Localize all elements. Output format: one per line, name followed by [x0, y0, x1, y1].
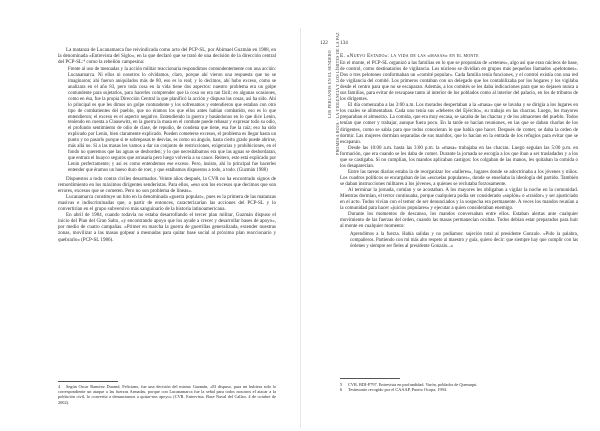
paragraph: Al terminar la jornada, comían y se acostaban. A los mayores les obligaban a vigilar la noche en la comunidad. Mientras dormían, el terror continuaba, porque cualquiera podía ser considerado «soplón» o «traidor» y ser ajusticiado en el acto. Todos vivían con el temor de ser denunciados y la sospecha era permanente. A veces los mandos reunían a la comunidad para hacer «juicios populares» y ejecutar a quien consideraban enemigo. — [340, 187, 578, 212]
footnote-number: 6 — [340, 387, 343, 393]
footnote-text: Según Oscar Ramírez Durand, Feliciano, fue una decisión del mismo Guzmán, «El dispuso, para mi hubiera sido lo correspondiente un ataque a las fuerzas Armadas, porque con Lucanamarca fue la señal para todos nosotros el atacar a la población civil, lo convertía a denunciarnos a quitar-nos apoyo» (CVR. Entrevista. Base Naval del Callao, 4 de octubre de 2002). — [58, 384, 276, 405]
footnote-rule — [58, 381, 118, 382]
right-body — [340, 61, 578, 252]
paragraph: En abril de 1984, cuando todavía no estaba desarrollando el tercer plan militar, Guzmán dispuso el inicio del Plan del Gran Salto, «y encontrando apoyo que los ayude a crecer y desarrollar bases de apoyo», por medio de cuatro campañas. «Primer en marcha la guerra de guerrillas generalizada, extender nuestras zonas, movilizar a las masas golpear a mesnadas para quitar base social al próximo plan reaccionario y quebrarlo» (PCP-SL 1986). — [58, 212, 276, 243]
left-body — [58, 47, 276, 243]
footnote-rule — [340, 378, 400, 379]
page-number: 122 — [320, 40, 328, 46]
page-number: 134 — [340, 40, 348, 46]
block-quote: Frente al uso de mesnadas y la acción militar reaccionaria respondimos contundentemente con una acción: Lucanamarca. Ni ellos ni nosotros lo olvidamos, claro, porque ahí vieron una respuesta que no se imaginaron; ahí fueron aniquilados más de 80, eso es lo real; y lo decimos, ahí hubo exceso, como se analizara en el año 83, pero toda cosa en la vida tiene dos aspectos: nuestro problema era un golpe contundente para sujetarlos, para hacerles comprender que la cosa no era tan fácil; en algunas ocasiones, como en ésa, fue la propia Dirección Central la que planificó la acción y dispuso las cosas, así ha sido. Ahí lo principal es que les dimos un golpe contundente y los sofrenamos y entendieron que estaban con otro tipo de combatientes del pueblo, que no éramos los que ellos antes habían combatido, eso es lo que entendieron; el exceso es el aspecto negativo. Entendiendo la guerra y basándonos en lo que dice Lenin, teniendo en cuenta a Clausewitz, en la guerra la masa en el combate puede rebasar y expresar todo su odio, el profundo sentimiento de odio de clase, de repudio, de condena que tiene, esa fue la raíz; eso ha sido explicado por Lenin, bien claramente explicado. Pueden cometerse excesos, el problema es llegar hasta un punto y no pasarlo porque si te sobrepasas te desvías, es como un ángulo, hasta cierto grado puede abrirse, más allá no. Si a las masas les vamos a dar un conjunto de restricciones, exigencias y prohibiciones, en el fondo no queremos que las aguas se desborden; y lo que necesitábamos era que las aguas se desbordaran, que entrara el huayco seguros que arrasaría pero luego volvería a su cauce. Reitero, esto está explicado por Lenin perfectamente; y así es como entendemos ese exceso. Pero, insisto, ahí lo principal fue hacerles entender que éramos un hueso duro de roer, y que estábamos dispuestos a todo, a todo. (Guzmán 1988) — [68, 67, 276, 173]
footnotes — [340, 382, 578, 392]
footnote-text: Testimonio recogido por el CAAAP, Puerto Ocopa, 1994. — [348, 387, 447, 393]
paragraph: Desde las 10:00 a.m. hasta las 3:00 p.m. la «masa» trabajaba en las chacras. Luego seguían las 5:00 p.m. en formación, que era cuando se les daba de comer. Durante la jornada se escogía a los que iban a ser trasladados y a los que se castigaba. Si no cumplían, los mandos aplicaban castigos: los colgaban de las manos, les quitaban la comida o los desaparecían. — [340, 145, 578, 169]
running-head: PROMESA ROJA · LA VIOLENCIA Y LOS LÍMITES DE LA PAZ — [335, 32, 340, 155]
paragraph: Lucanamarca constituye un hito en la denominada «guerra popular», pues es la primera de las matanzas masivas e indiscriminadas que, a partir de entonces, caracterizarían las acciones del PCP-SL y lo convertirían en el grupo subversivo más sanguinario de la historia latinoamericana. — [58, 193, 276, 213]
footnote-text: CVR. BDI-P797. Entrevista en profundidad. Varón, poblador de Quenuqui. — [348, 382, 478, 387]
footnote — [58, 384, 276, 405]
paragraph: Durante los momentos de descanso, los mandos conversaban entre ellos. Estaban alertas ante cualquier movimiento de las fuerzas del orden, cuando las masas permanecían ocultas. Todos debían estar preparados para huir al monte en cualquier momento: — [340, 212, 578, 230]
paragraph: Entre las tareas diarias estaba la de reorganizar los «talleres», lugares donde se adoctrinaba a los jóvenes y niños. Los cuadros políticos se encargaban de las «escuelas populares», donde se enseñaba la ideología del partido. También se daban instrucciones militares a los jóvenes, a quienes se reclutaba forzosamente. — [340, 169, 578, 187]
block-quote: Aprendimos a la fuerza. Había salidas y no podíamos: sujeción total al presidente Gonzalo. «Pido la palabra, compañeros. Partiendo con mi más alto respeto al maestro y guía, quiero decir: que siempre hay que cumplir con las órdenes y siempre ser fieles al presidente Gonzalo...» — [350, 232, 578, 250]
footnote-number: 4 — [58, 384, 61, 389]
paragraph: La matanza de Lucanamarca fue reivindicada como acto del PCP-SL, por Abimael Guzmán en 1988, en la denominada «Entrevista del Siglo», en la que declaró que se trató de una decisión de la dirección central del PCP-SL:⁴ como la rebelión campesina: — [58, 47, 276, 66]
footnote-number: 5 — [340, 382, 343, 387]
footnote — [340, 387, 578, 392]
paragraph: El día comenzaba a las 3:00 a.m. Los morados despertaban a la «masa» que se lavaba y se dirigía a los lugares en los cuales se alimentaban. Cada uno tenía sus «deberes del Ejército», su trabajo en las chacras. Luego, los mayores preparaban el almuerzo. La comida, que era muy escasa, se sacaba de las chacras y de los almacenes del pueblo. Todos tenían que comer y trabajar, aunque fuera poco. En la tarde se hacían reuniones, en las que se daban charlas de los dirigentes, como se sabía para que todos conocieran lo que había que hacer. Después de comer, se daba la orden de dormir. Las mujeres dormían separadas de sus maridos, que lo hacían en la entrada de los refugios para evitar que se escaparan. — [340, 103, 578, 145]
section-title: E. «Nuevo Estado»: la vida de las «masas» en el monte — [340, 53, 479, 59]
running-head: LOS PERUANOS EN EL SENDERO — [327, 50, 332, 118]
right-page — [300, 0, 600, 431]
paragraph: Dispuestos a todo contra civiles desarmados. Veinte años después, la CVR no ha encontrado signos de remordimiento en los máximos dirigentes senderistas. Para ellos, «eso son los excesos que decimos que son errores, excesos que se cometen. Pero no son problema de líneas». — [58, 175, 276, 194]
paragraph: En el monte, el PCP-SL organizó a las familias en lo que se proponían de «retenes», algo así que eran núcleos de base, de control, como destinatarios de vigilancia. Los núcleos se dividían en grupos más pequeños llamados «pelotones». Dos o tres pelotones conformaban un «comité popular». Cada familia tenía funciones, y el control existía con una red de vigilancia del comité. Los primeros contaban con un delegado que los contabilizaba por los hogares y los vigilaba desde el centro para que no se escaparan. Además, a los comités se les daba indicaciones para que no dejasen nunca a sus familias, para evitar de rescapase tanto al interior de los poblados como al interior del palacio, en los de tributos de los dirigentes. — [340, 61, 578, 103]
footnotes — [58, 384, 276, 405]
